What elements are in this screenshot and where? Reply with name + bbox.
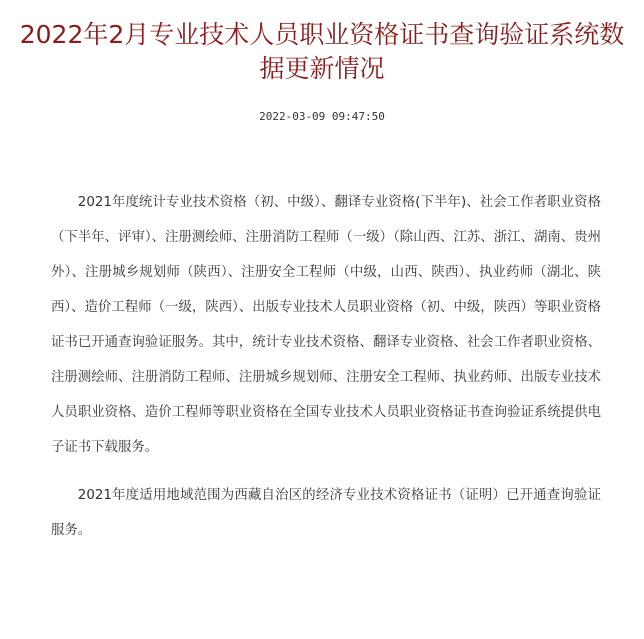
- paragraph: 2021年度适用地域范围为西藏自治区的经济专业技术资格证书（证明）已开通查询验证服务。: [51, 488, 601, 538]
- article-title: 2022年2月专业技术人员职业资格证书查询验证系统数据更新情况: [19, 20, 625, 83]
- paragraph: 2021年度统计专业技术资格（初、中级）、翻译专业资格(下半年)、社会工作者职业资格（下半年、评审）、注册测绘师、注册消防工程师（一级）（除山西、江苏、浙江、湖南、贵州外）、注册城乡规划师（陕西）、注册安全工程师（中级，山西、陕西）、执业药师（湖北、陕西）、造价工程师（一级，陕西）、出版专业技术人员职业资格（初、中级，陕西）等职业资格证书已开通查询验证服务。其中，统计专业技术资格、翻译专业资格、社会工作者职业资格、注册测绘师、注册消防工程师、注册城乡规划师、注册安全工程师、执业药师、出版专业技术人员职业资格、造价工程师等职业资格在全国专业技术人员职业资格证书查询验证系统提供电子证书下载服务。: [51, 195, 601, 455]
- article-body: [51, 185, 601, 548]
- publish-date: 2022-03-09 09:47:50: [259, 110, 385, 123]
